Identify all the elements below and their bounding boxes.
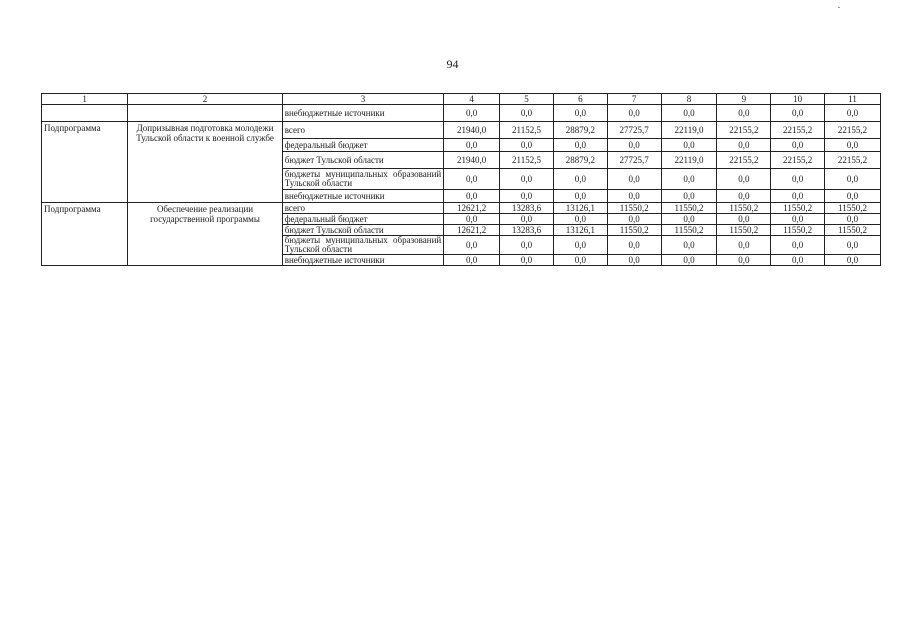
column-header: 9: [717, 94, 771, 105]
value-cell: 0,0: [771, 169, 825, 190]
value-cell: 0,0: [500, 255, 554, 266]
budget-table: [41, 93, 881, 266]
value-cell: 0,0: [661, 139, 717, 152]
value-cell: 13126,1: [553, 203, 607, 214]
value-cell: 0,0: [661, 169, 717, 190]
value-cell: 0,0: [717, 139, 771, 152]
value-cell: 11550,2: [607, 225, 661, 236]
value-cell: 0,0: [500, 214, 554, 225]
value-cell: 0,0: [607, 236, 661, 255]
value-cell: 0,0: [825, 190, 881, 203]
value-cell: 11550,2: [717, 225, 771, 236]
column-header: 10: [771, 94, 825, 105]
value-cell: 0,0: [444, 105, 500, 122]
value-cell: 0,0: [607, 169, 661, 190]
value-cell: 0,0: [661, 190, 717, 203]
value-cell: 11550,2: [661, 203, 717, 214]
column-header: 3: [282, 94, 444, 105]
value-cell: 21940,0: [444, 122, 500, 139]
column-header: 4: [444, 94, 500, 105]
value-cell: 13283,6: [500, 225, 554, 236]
column-header: 2: [128, 94, 282, 105]
value-cell: 0,0: [553, 214, 607, 225]
column-header: 6: [553, 94, 607, 105]
value-cell: 0,0: [661, 255, 717, 266]
funding-source: внебюджетные источники: [282, 105, 444, 122]
value-cell: 11550,2: [771, 203, 825, 214]
value-cell: 0,0: [661, 214, 717, 225]
value-cell: 22119,0: [661, 122, 717, 139]
value-cell: 0,0: [444, 169, 500, 190]
page-number: 94: [446, 57, 459, 71]
value-cell: 0,0: [717, 236, 771, 255]
value-cell: 0,0: [771, 236, 825, 255]
funding-source: бюджеты муниципальных образований Тульской области: [282, 236, 444, 255]
value-cell: 0,0: [717, 214, 771, 225]
table-row: [42, 203, 881, 214]
table-row: [42, 105, 881, 122]
subprogram-type: Подпрограмма: [42, 203, 128, 266]
value-cell: 28879,2: [553, 122, 607, 139]
value-cell: 0,0: [771, 139, 825, 152]
value-cell: 0,0: [553, 169, 607, 190]
column-header: 1: [42, 94, 128, 105]
value-cell: 0,0: [825, 139, 881, 152]
value-cell: 0,0: [717, 190, 771, 203]
value-cell: 0,0: [553, 190, 607, 203]
value-cell: 22155,2: [771, 122, 825, 139]
value-cell: 21152,5: [500, 122, 554, 139]
value-cell: 0,0: [553, 139, 607, 152]
value-cell: 21940,0: [444, 152, 500, 169]
value-cell: 0,0: [825, 105, 881, 122]
value-cell: 0,0: [500, 139, 554, 152]
subprogram-type: Подпрограмма: [42, 122, 128, 203]
value-cell: 11550,2: [771, 225, 825, 236]
value-cell: 21152,5: [500, 152, 554, 169]
value-cell: 11550,2: [661, 225, 717, 236]
value-cell: 22119,0: [661, 152, 717, 169]
value-cell: 0,0: [717, 255, 771, 266]
value-cell: 11550,2: [717, 203, 771, 214]
value-cell: 0,0: [500, 105, 554, 122]
funding-source: федеральный бюджет: [282, 214, 444, 225]
value-cell: 28879,2: [553, 152, 607, 169]
value-cell: 13126,1: [553, 225, 607, 236]
value-cell: 0,0: [500, 190, 554, 203]
value-cell: 0,0: [607, 255, 661, 266]
value-cell: 0,0: [607, 139, 661, 152]
empty-cell: [128, 105, 282, 122]
funding-source: всего: [282, 203, 444, 214]
scan-speck: [838, 7, 840, 8]
value-cell: 22155,2: [825, 122, 881, 139]
value-cell: 0,0: [553, 236, 607, 255]
funding-source: бюджет Тульской области: [282, 152, 444, 169]
value-cell: 22155,2: [825, 152, 881, 169]
value-cell: 0,0: [771, 105, 825, 122]
value-cell: 0,0: [825, 236, 881, 255]
value-cell: 0,0: [717, 105, 771, 122]
value-cell: 0,0: [500, 169, 554, 190]
value-cell: 0,0: [607, 190, 661, 203]
value-cell: 0,0: [444, 236, 500, 255]
column-header-row: [42, 94, 881, 105]
column-header: 7: [607, 94, 661, 105]
value-cell: 12621,2: [444, 203, 500, 214]
funding-source: бюджет Тульской области: [282, 225, 444, 236]
table-body: [42, 94, 881, 266]
value-cell: 27725,7: [607, 152, 661, 169]
value-cell: 0,0: [661, 105, 717, 122]
value-cell: 0,0: [771, 255, 825, 266]
column-header: 8: [661, 94, 717, 105]
subprogram-name: Обеспечение реализации государственной программы: [128, 203, 282, 266]
value-cell: 13283,6: [500, 203, 554, 214]
value-cell: 0,0: [825, 255, 881, 266]
funding-source: внебюджетные источники: [282, 255, 444, 266]
subprogram-name: Допризывная подготовка молодежи Тульской области к военной службе: [128, 122, 282, 203]
value-cell: 0,0: [771, 190, 825, 203]
value-cell: 22155,2: [717, 152, 771, 169]
funding-source: бюджеты муниципальных образований Тульской области: [282, 169, 444, 190]
value-cell: 0,0: [825, 214, 881, 225]
value-cell: 12621,2: [444, 225, 500, 236]
value-cell: 11550,2: [825, 225, 881, 236]
funding-source: внебюджетные источники: [282, 190, 444, 203]
column-header: 11: [825, 94, 881, 105]
value-cell: 22155,2: [717, 122, 771, 139]
value-cell: 0,0: [825, 169, 881, 190]
value-cell: 0,0: [661, 236, 717, 255]
column-header: 5: [500, 94, 554, 105]
funding-source: всего: [282, 122, 444, 139]
value-cell: 0,0: [553, 255, 607, 266]
value-cell: 0,0: [717, 169, 771, 190]
value-cell: 0,0: [444, 190, 500, 203]
value-cell: 22155,2: [771, 152, 825, 169]
value-cell: 0,0: [444, 139, 500, 152]
value-cell: 11550,2: [607, 203, 661, 214]
value-cell: 0,0: [444, 255, 500, 266]
value-cell: 0,0: [553, 105, 607, 122]
empty-cell: [42, 105, 128, 122]
value-cell: 11550,2: [825, 203, 881, 214]
value-cell: 0,0: [607, 214, 661, 225]
value-cell: 0,0: [500, 236, 554, 255]
table-row: [42, 122, 881, 139]
funding-source: федеральный бюджет: [282, 139, 444, 152]
value-cell: 0,0: [771, 214, 825, 225]
value-cell: 0,0: [444, 214, 500, 225]
value-cell: 27725,7: [607, 122, 661, 139]
value-cell: 0,0: [607, 105, 661, 122]
